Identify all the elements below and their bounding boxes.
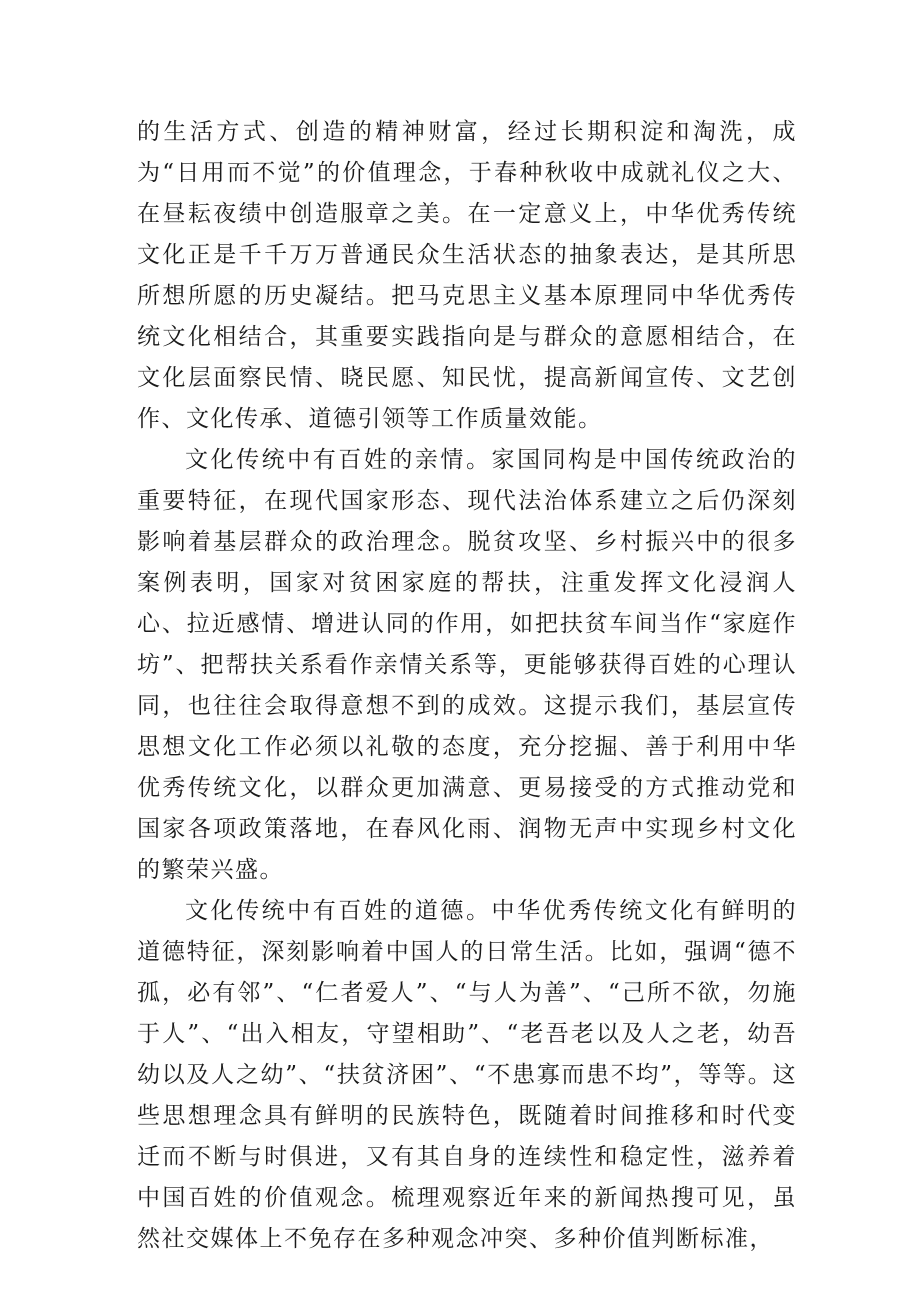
paragraph-2: 文化传统中有百姓的亲情。家国同构是中国传统政治的重要特征，在现代国家形态、现代法治体系建立之后仍深刻影响着基层群众的政治理念。脱贫攻坚、乡村振兴中的很多案例表明，国家对贫困家庭的帮扶，注重发挥文化浸润人心、拉近感情、增进认同的作用，如把扶贫车间当作“家庭作坊”、把帮扶关系看作亲情关系等，更能够获得百姓的心理认同，也往往会取得意想不到的成效。这提示我们，基层宣传思想文化工作必须以礼敬的态度，充分挖掘、善于利用中华优秀传统文化，以群众更加满意、更易接受的方式推动党和国家各项政策落地，在春风化雨、润物无声中实现乡村文化的繁荣兴盛。 xyxy=(137,447,797,883)
paragraph-1: 的生活方式、创造的精神财富，经过长期积淀和淘洗，成为“日用而不觉”的价值理念，于春种秋收中成就礼仪之大、在昼耘夜绩中创造服章之美。在一定意义上，中华优秀传统文化正是千千万万普通民众生活状态的抽象表达，是其所思所想所愿的历史凝结。把马克思主义基本原理同中华优秀传统文化相结合，其重要实践指向是与群众的意愿相结合，在文化层面察民情、晓民愿、知民忧，提高新闻宣传、文艺创作、文化传承、道德引领等工作质量效能。 xyxy=(137,119,797,432)
document-body xyxy=(137,112,797,1260)
paragraph-3: 文化传统中有百姓的道德。中华优秀传统文化有鲜明的道德特征，深刻影响着中国人的日常生活。比如，强调“德不孤，必有邻”、“仁者爱人”、“与人为善”、“己所不欲，勿施于人”、“出入相友，守望相助”、“老吾老以及人之老，幼吾幼以及人之幼”、“扶贫济困”、“不患寡而患不均”，等等。这些思想理念具有鲜明的民族特色，既随着时间推移和时代变迁而不断与时俱进，又有其自身的连续性和稳定性，滋养着中国百姓的价值观念。梳理观察近年来的新闻热搜可见，虽然社交媒体上不免存在多种观念冲突、多种价值判断标准， xyxy=(137,898,797,1252)
